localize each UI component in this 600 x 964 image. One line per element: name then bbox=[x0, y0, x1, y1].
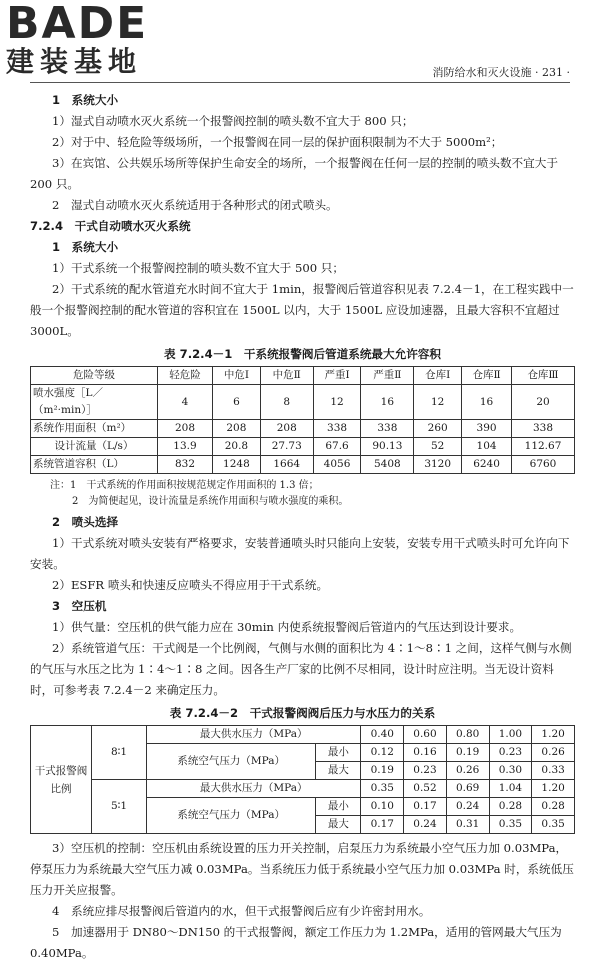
table-cell: 8 bbox=[260, 385, 313, 420]
table-cell: 338 bbox=[313, 420, 361, 438]
table-row bbox=[31, 726, 575, 744]
table-cell: 208 bbox=[158, 420, 213, 438]
table-note: 注：1 干式系统的作用面积按规范规定作用面积的 1.3 倍； bbox=[50, 480, 319, 491]
table-cell: 12 bbox=[414, 385, 462, 420]
table-cell: 0.35 bbox=[532, 816, 575, 834]
table-cell: 0.17 bbox=[404, 798, 447, 816]
table-row bbox=[31, 456, 575, 474]
table-cell: 112.67 bbox=[512, 438, 575, 456]
table-cell: 最大供水压力（MPa） bbox=[147, 780, 361, 798]
table-cell: 4 bbox=[158, 385, 213, 420]
logo-subtitle: 建装基地 bbox=[6, 45, 143, 78]
table-cell: 6 bbox=[213, 385, 261, 420]
paragraph: 1）湿式自动喷水灭火系统一个报警阀控制的喷头数不宜大于 800 只； bbox=[52, 114, 414, 128]
table-cell: 最大 bbox=[316, 816, 361, 834]
table-cell: 16 bbox=[462, 385, 512, 420]
table-cell: 仓库Ⅲ bbox=[512, 367, 575, 385]
paragraph: 3）在宾馆、公共娱乐场所等保护生命安全的场所，一个报警阀在任何一层的控制的喷头数不宜大于 200 只。 bbox=[30, 156, 558, 191]
table-cell: 0.69 bbox=[446, 780, 489, 798]
table-cell: 3120 bbox=[414, 456, 462, 474]
header-rule bbox=[30, 82, 570, 83]
table-cell: 0.19 bbox=[446, 744, 489, 762]
table-cell: 5408 bbox=[361, 456, 414, 474]
table-cell: 最小 bbox=[316, 744, 361, 762]
table-cell: 16 bbox=[361, 385, 414, 420]
table-cell: 最小 bbox=[316, 798, 361, 816]
table-cell: 0.26 bbox=[532, 744, 575, 762]
table-cell: 4056 bbox=[313, 456, 361, 474]
table-row bbox=[31, 385, 575, 420]
table-cell: 0.16 bbox=[404, 744, 447, 762]
table-row bbox=[31, 420, 575, 438]
table-cell: 12 bbox=[313, 385, 361, 420]
capacity-table bbox=[30, 366, 575, 474]
table-cell: 中危Ⅱ bbox=[260, 367, 313, 385]
table-cell: 0.60 bbox=[404, 726, 447, 744]
table-cell: 严重Ⅰ bbox=[313, 367, 361, 385]
paragraph: 2）干式系统的配水管道充水时间不宜大于 1min，报警阀后管道容积见表 7.2.4－1，在工程实践中一般一个报警阀控制的配水管道的容积宜在 1500L 以内，大于 1500L 应设加速器，且最大容积不宜超过 3000L。 bbox=[30, 282, 574, 338]
paragraph: 2 湿式自动喷水灭火系统适用于各种形式的闭式喷头。 bbox=[52, 198, 338, 212]
table-cell: 系统空气压力（MPa） bbox=[147, 744, 316, 780]
table-cell: 系统管道容积（L） bbox=[31, 456, 158, 474]
table-cell: 0.52 bbox=[404, 780, 447, 798]
table-cell: 严重Ⅱ bbox=[361, 367, 414, 385]
paragraph: 5 加速器用于 DN80～DN150 的干式报警阀，额定工作压力为 1.2MPa，适用的管网最大气压为 0.40MPa。 bbox=[30, 925, 562, 960]
table-cell: 0.26 bbox=[446, 762, 489, 780]
table-row bbox=[31, 438, 575, 456]
table-cell: 20 bbox=[512, 385, 575, 420]
page-number: · 231 · bbox=[535, 66, 570, 79]
table-cell: 0.12 bbox=[361, 744, 404, 762]
table-cell: 67.6 bbox=[313, 438, 361, 456]
table-cell: 6240 bbox=[462, 456, 512, 474]
paragraph: 2）系统管道气压：干式阀是一个比例阀，气侧与水侧的面积比为 4∶1～8∶1 之间，这样气侧与水侧的气压与水压之比为 1∶4～1∶8 之间。因各生产厂家的比例不尽相同，设计时应注明。当无设计资料时，可参考表 7.2.4－2 来确定压力。 bbox=[30, 641, 572, 697]
paragraph: 1）供气量：空压机的供气能力应在 30min 内使系统报警阀后管道内的气压达到设计要求。 bbox=[52, 620, 522, 634]
table-cell: 0.10 bbox=[361, 798, 404, 816]
table-cell: 27.73 bbox=[260, 438, 313, 456]
table-cell: 0.24 bbox=[404, 816, 447, 834]
table-cell: 0.35 bbox=[489, 816, 532, 834]
table-row bbox=[31, 780, 575, 798]
table-cell: 1.04 bbox=[489, 780, 532, 798]
page-content bbox=[30, 90, 575, 964]
table-cell: 中危Ⅰ bbox=[213, 367, 261, 385]
table-cell: 0.40 bbox=[361, 726, 404, 744]
table-cell: 52 bbox=[414, 438, 462, 456]
paragraph: 3）空压机的控制：空压机由系统设置的压力开关控制，启泵压力为系统最小空气压力加 0.03MPa，停泵压力为系统最大空气压力减 0.03MPa。当系统压力低于系统最小空气压力加 0.03MPa 时，系统低压压力开关应报警。 bbox=[30, 841, 574, 897]
section-title: 1 系统大小 bbox=[52, 240, 119, 254]
table-cell: 0.23 bbox=[404, 762, 447, 780]
logo-wordmark: BADE bbox=[6, 0, 149, 49]
table-cell: 轻危险 bbox=[158, 367, 213, 385]
paragraph: 2）ESFR 喷头和快速反应喷头不得应用于干式系统。 bbox=[52, 578, 329, 592]
table-cell: 0.35 bbox=[361, 780, 404, 798]
table-cell: 0.23 bbox=[489, 744, 532, 762]
table-cell: 系统作用面积（m²） bbox=[31, 420, 158, 438]
table-cell: 260 bbox=[414, 420, 462, 438]
table-cell: 干式报警阀比例 bbox=[31, 726, 92, 834]
table-cell: 208 bbox=[213, 420, 261, 438]
paragraph: 1）干式系统对喷头安装有严格要求，安装普通喷头时只能向上安装，安装专用干式喷头时可允许向下安装。 bbox=[30, 536, 570, 571]
table-cell: 系统空气压力（MPa） bbox=[147, 798, 316, 834]
paragraph: 2）对于中、轻危险等级场所，一个报警阀在同一层的保护面积限制为不大于 5000m²； bbox=[52, 135, 503, 149]
section-title: 3 空压机 bbox=[52, 599, 107, 613]
table-cell: 0.17 bbox=[361, 816, 404, 834]
table-cell: 90.13 bbox=[361, 438, 414, 456]
table-cell: 设计流量（L/s） bbox=[31, 438, 158, 456]
table-cell: 8∶1 bbox=[92, 726, 147, 780]
table-cell: 危险等级 bbox=[31, 367, 158, 385]
table-cell: 208 bbox=[260, 420, 313, 438]
table-cell: 1.00 bbox=[489, 726, 532, 744]
table-cell: 832 bbox=[158, 456, 213, 474]
table-cell: 0.31 bbox=[446, 816, 489, 834]
table-cell: 喷水强度［L／（m²·min）］ bbox=[31, 385, 158, 420]
table-cell: 最大供水压力（MPa） bbox=[147, 726, 361, 744]
paragraph: 1）干式系统一个报警阀控制的喷头数不宜大于 500 只； bbox=[52, 261, 344, 275]
table-cell: 1248 bbox=[213, 456, 261, 474]
table-cell: 1.20 bbox=[532, 726, 575, 744]
table-cell: 338 bbox=[512, 420, 575, 438]
table-cell: 0.19 bbox=[361, 762, 404, 780]
table-caption: 表 7.2.4－1 干系统报警阀后管道系统最大允许容积 bbox=[164, 347, 441, 361]
running-title: 消防给水和灭火设施 bbox=[432, 66, 532, 79]
table-cell: 最大 bbox=[316, 762, 361, 780]
section-title: 2 喷头选择 bbox=[52, 515, 119, 529]
section-heading: 7.2.4 干式自动喷水灭火系统 bbox=[30, 219, 191, 233]
table-cell: 0.33 bbox=[532, 762, 575, 780]
running-head bbox=[433, 64, 570, 80]
table-caption: 表 7.2.4－2 干式报警阀阀后压力与水压力的关系 bbox=[169, 706, 436, 720]
section-title: 1 系统大小 bbox=[52, 93, 119, 107]
paragraph: 4 系统应排尽报警阀后管道内的水，但干式报警阀后应有少许密封用水。 bbox=[52, 904, 431, 918]
table-cell: 0.28 bbox=[489, 798, 532, 816]
table-cell: 0.28 bbox=[532, 798, 575, 816]
table-cell: 390 bbox=[462, 420, 512, 438]
table-header-row bbox=[31, 367, 575, 385]
logo bbox=[6, 2, 148, 78]
table-cell: 6760 bbox=[512, 456, 575, 474]
table-cell: 0.24 bbox=[446, 798, 489, 816]
table-cell: 20.8 bbox=[213, 438, 261, 456]
pressure-table bbox=[30, 725, 575, 834]
table-cell: 5∶1 bbox=[92, 780, 147, 834]
table-cell: 104 bbox=[462, 438, 512, 456]
table-cell: 0.30 bbox=[489, 762, 532, 780]
table-cell: 0.80 bbox=[446, 726, 489, 744]
table-notes bbox=[50, 478, 575, 510]
table-cell: 仓库Ⅱ bbox=[462, 367, 512, 385]
table-cell: 1.20 bbox=[532, 780, 575, 798]
table-cell: 1664 bbox=[260, 456, 313, 474]
table-cell: 338 bbox=[361, 420, 414, 438]
table-cell: 13.9 bbox=[158, 438, 213, 456]
table-cell: 仓库Ⅰ bbox=[414, 367, 462, 385]
table-note: 2 为简便起见，设计流量是系统作用面积与喷水强度的乘积。 bbox=[72, 496, 349, 507]
